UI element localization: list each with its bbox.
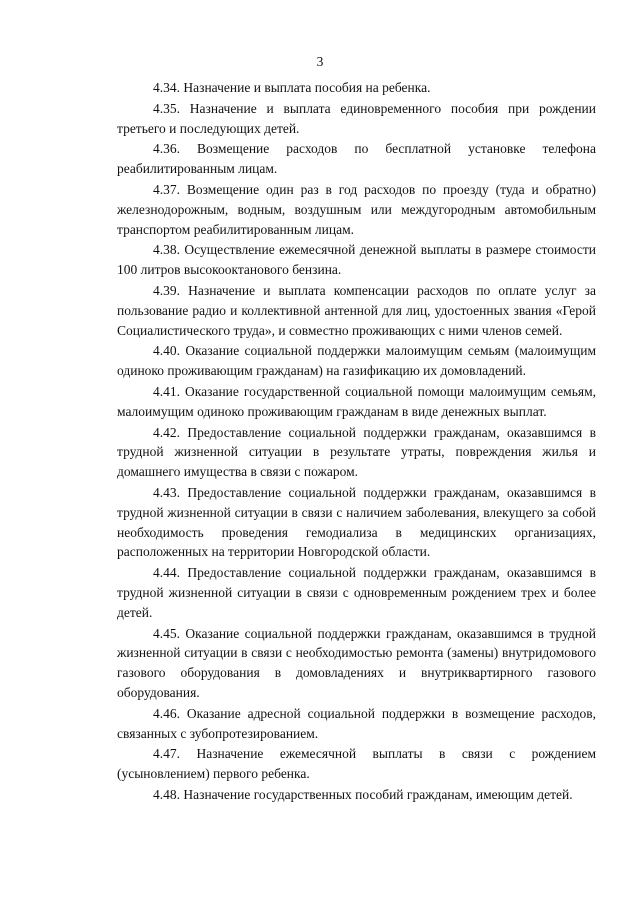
list-item-4-37: 4.37. Возмещение один раз в год расходов по проезду (туда и обратно) железнодорожным, водным, воздушным или междугородным автомобильным транспортом реабилитированным лицам. (117, 181, 596, 237)
list-item-4-36: 4.36. Возмещение расходов по бесплатной установке телефона реабилитированным лицам. (117, 141, 596, 177)
page-number: 3 (316, 54, 324, 69)
list-item-4-46: 4.46. Оказание адресной социальной поддержки в возмещение расходов, связанных с зубопротезированием. (117, 705, 596, 741)
list-item-4-34: 4.34. Назначение и выплата пособия на ребенка. (153, 80, 431, 95)
list-item-4-43: 4.43. Предоставление социальной поддержки гражданам, оказавшимся в трудной жизненной ситуации в связи с наличием заболевания, влекущего за собой необходимость проведения гемодиализа в медицинских организациях, расположенных на территории Новгородской области. (117, 484, 596, 560)
list-item-4-41: 4.41. Оказание государственной социальной помощи малоимущим семьям, малоимущим одиноко проживающим гражданам в виде денежных выплат. (117, 383, 596, 419)
list-item-4-39: 4.39. Назначение и выплата компенсации расходов по оплате услуг за пользование радио и коллективной антенной для лиц, удостоенных звания «Герой Социалистического труда», и совместно проживающих с ними членов семей. (117, 282, 596, 338)
list-item-4-44: 4.44. Предоставление социальной поддержки гражданам, оказавшимся в трудной жизненной ситуации в связи с одновременным рождением трех и более детей. (117, 565, 596, 620)
list-item-4-35: 4.35. Назначение и выплата единовременного пособия при рождении третьего и последующих детей. (117, 100, 596, 136)
document-body (117, 78, 596, 806)
list-item-4-45: 4.45. Оказание социальной поддержки гражданам, оказавшимся в трудной жизненной ситуации в связи с необходимостью ремонта (замены) внутридомового газового оборудования в домовладениях и внутриквартирного газового оборудования. (117, 625, 596, 700)
list-item-4-48: 4.48. Назначение государственных пособий гражданам, имеющим детей. (153, 786, 573, 802)
list-item-4-47: 4.47. Назначение ежемесячной выплаты в связи с рождением (усыновлением) первого ребенка. (117, 746, 596, 782)
list-item-4-38: 4.38. Осуществление ежемесячной денежной выплаты в размере стоимости 100 литров высокооктанового бензина. (117, 242, 596, 278)
list-item-4-40: 4.40. Оказание социальной поддержки малоимущим семьям (малоимущим одиноко проживающим гражданам) на газификацию их домовладений. (117, 343, 596, 379)
list-item-4-42: 4.42. Предоставление социальной поддержки гражданам, оказавшимся в трудной жизненной ситуации в результате утраты, повреждения жилья и домашнего имущества в связи с пожаром. (117, 424, 596, 480)
